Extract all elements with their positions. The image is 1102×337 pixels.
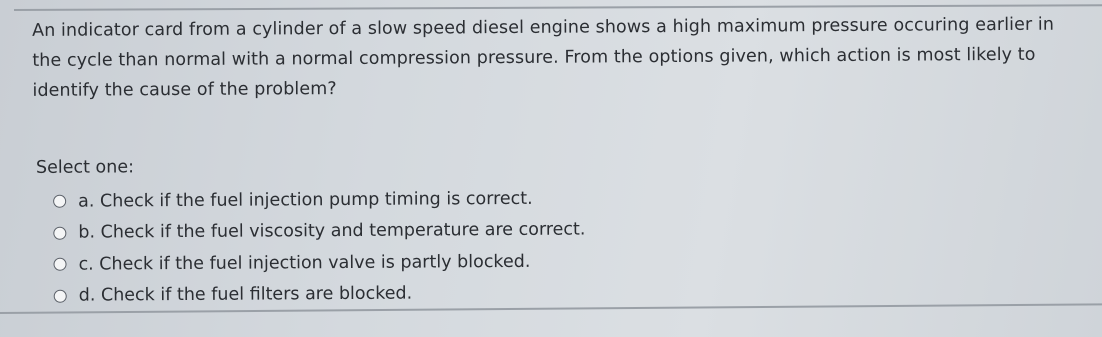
- option-b-label[interactable]: b. Check if the fuel viscosity and temperature are correct.: [78, 219, 586, 243]
- radio-button-c[interactable]: [53, 258, 66, 271]
- option-c-label[interactable]: c. Check if the fuel injection valve is partly blocked.: [78, 251, 531, 275]
- question-card: [16, 7, 1102, 328]
- option-b[interactable]: [53, 214, 585, 249]
- option-a-label[interactable]: a. Check if the fuel injection pump timing is correct.: [78, 188, 533, 212]
- radio-button-b[interactable]: [53, 226, 66, 239]
- option-a[interactable]: [53, 183, 585, 218]
- radio-button-d[interactable]: [54, 289, 67, 302]
- option-d[interactable]: [54, 277, 586, 312]
- radio-button-a[interactable]: [53, 195, 66, 208]
- answer-options: [53, 183, 586, 312]
- select-one-label: Select one:: [35, 157, 135, 178]
- option-c[interactable]: [53, 246, 585, 281]
- option-d-label[interactable]: d. Check if the fuel filters are blocked.: [78, 283, 413, 306]
- question-text: An indicator card from a cylinder of a slow speed diesel engine shows a high maximum pressure occuring earlier in the cycle than normal with a normal compression pressure. From the options given, which action is most likely to identify the cause of the problem?: [32, 14, 1055, 101]
